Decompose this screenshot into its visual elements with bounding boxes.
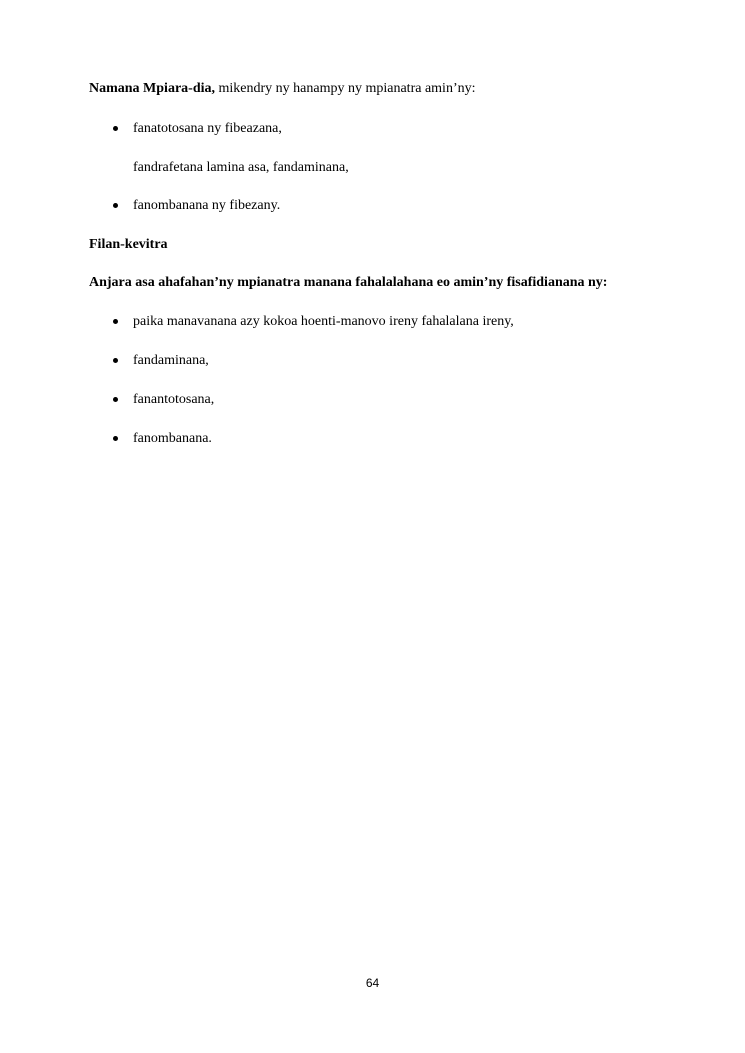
list-item-text: fanantotosana,: [133, 392, 215, 407]
section1-lead-rest: mikendry ny hanampy ny mpianatra amin’ny:: [215, 81, 476, 96]
section2-heading: Filan-kevitra: [89, 237, 168, 252]
bullet-icon: [113, 126, 118, 131]
section1-lead-bold: Namana Mpiara-dia,: [89, 81, 215, 96]
list-item-text: fanombanana ny fibezany.: [133, 198, 281, 213]
section1-intro: [89, 80, 476, 98]
page-number: 64: [365, 976, 380, 990]
list-item-continuation: [133, 159, 349, 177]
list-item-text: fanombanana.: [133, 431, 212, 446]
bullet-icon: [113, 358, 118, 363]
list-item-text: paika manavanana azy kokoa hoenti-manovo ireny fahalalana ireny,: [133, 314, 514, 329]
bullet-icon: [113, 436, 118, 441]
bullet-icon: [113, 397, 118, 402]
bullet-icon: [113, 319, 118, 324]
list-item-text: fanatotosana ny fibeazana,: [133, 121, 282, 136]
bullet-icon: [113, 203, 118, 208]
list-item-text: fandrafetana lamina asa, fandaminana,: [133, 160, 349, 175]
section2-intro: Anjara asa ahafahan’ny mpianatra manana fahalalahana eo amin’ny fisafidianana ny:: [89, 275, 608, 290]
list-item-text: fandaminana,: [133, 353, 209, 368]
